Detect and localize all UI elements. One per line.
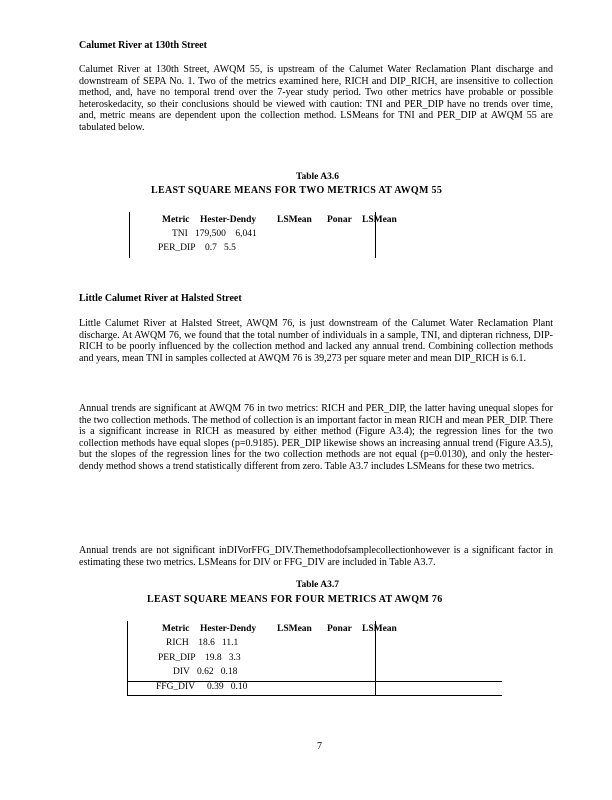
cell-ponar: 0.10 (230, 682, 248, 692)
table-title-a3-6: LEAST SQUARE MEANS FOR TWO METRICS AT AWQM 55 (151, 185, 443, 196)
paragraph-annual-trends-significant: Annual trends are significant at AWQM 76 in two metrics: RICH and PER_DIP, the latter having unequal slopes for the two collection methods. The method of collection is an important factor in mean RICH and mean PER_DIP. There is a significant increase in RICH as measured by either method (Figure A3.4); the regression lines for the two collection methods have equal slopes (p=0.9185). PER_DIP likewise shows an increasing annual trend (Figure A3.5), but the slopes of the regression lines for the two collection methods are not equal (p=0.0130), and only the hester-dendy method shows a trend statistically different from zero. Table A3.7 includes LSMeans for these two metrics. (79, 403, 553, 472)
cell-ponar: 5.5 (223, 243, 236, 253)
paragraph-little-calumet-intro: Little Calumet River at Halsted Street, AWQM 76, is just downstream of the Calumet Water Reclamation Plant discharge. At AWQM 76, we found that the total number of individuals in a sample, TNI, and dipteran richness, DIP-RICH to be poorly influenced by the collection method and lacked any annual trend. Combining collection methods and years, mean TNI in samples collected at AWQM 76 is 39,273 per square meter and mean DIP_RICH is 6.1. (79, 318, 553, 364)
cell-metric: RICH (166, 638, 189, 648)
table-row (158, 243, 236, 253)
table-bottom-border (127, 695, 502, 696)
section-heading-little-calumet-halsted: Little Calumet River at Halsted Street (79, 293, 242, 304)
col-header-lsmean: LSMean (277, 215, 312, 225)
table-row (158, 653, 241, 663)
table-border-left (129, 212, 130, 258)
cell-metric: TNI (172, 229, 188, 239)
cell-metric: PER_DIP (158, 653, 196, 663)
page-number: 7 (317, 741, 322, 752)
cell-ponar: 6,041 (235, 229, 257, 239)
table-row (156, 682, 247, 692)
cell-hester-dendy: 179,500 (194, 229, 226, 239)
cell-ponar: 0.18 (220, 667, 238, 677)
col-header-metric: Metric (162, 215, 190, 225)
cell-ponar: 11.1 (221, 638, 239, 648)
paragraph-calumet-130th: Calumet River at 130th Street, AWQM 55, is upstream of the Calumet Water Reclamation Plant discharge and downstream of SEPA No. 1. Two of the metrics examined here, RICH and DIP_RICH, are insensitive to collection method, and, have no temporal trend over the 7-year study period. Two other metrics have probable or possible heteroskedacity, so their conclusions should be viewed with caution: TNI and PER_DIP have no trends over time, and, metric means are dependent upon the collection method. LSMeans for TNI and PER_DIP at AWQM 55 are tabulated below. (79, 64, 553, 133)
cell-metric: FFG_DIV (156, 682, 196, 692)
table-title-a3-7: LEAST SQUARE MEANS FOR FOUR METRICS AT AWQM 76 (147, 594, 443, 605)
section-heading-calumet-130th: Calumet River at 130th Street (79, 40, 207, 51)
col-header-ponar: Ponar (327, 624, 352, 634)
table-caption-a3-6: Table A3.6 (296, 172, 339, 182)
cell-hester-dendy: 0.39 (206, 682, 224, 692)
table-row (166, 638, 238, 648)
cell-ponar: 3.3 (228, 653, 241, 663)
cell-hester-dendy: 0.62 (197, 667, 214, 677)
cell-metric: DIV (173, 667, 190, 677)
table-border-left (127, 621, 128, 696)
col-header-metric: Metric (162, 624, 190, 634)
col-header-hester-dendy: Hester-Dendy (200, 215, 257, 225)
cell-hester-dendy: 0.7 (204, 243, 217, 253)
table-row (173, 667, 237, 677)
col-header-lsmean: LSMean (362, 215, 397, 225)
col-header-ponar: Ponar (327, 215, 352, 225)
col-header-hester-dendy: Hester-Dendy (200, 624, 257, 634)
col-header-lsmean: LSMean (362, 624, 397, 634)
cell-hester-dendy: 18.6 (198, 638, 215, 648)
cell-hester-dendy: 19.8 (204, 653, 222, 663)
table-caption-a3-7: Table A3.7 (296, 580, 339, 590)
table-row (172, 229, 257, 239)
cell-metric: PER_DIP (158, 243, 196, 253)
col-header-lsmean: LSMean (277, 624, 312, 634)
paragraph-annual-trends-not-significant: Annual trends are not significant inDIVorFFG_DIV.Themethodofsamplecollectionhowever is a significant factor in estimating these two metrics. LSMeans for DIV or FFG_DIV are included in Table A3.7. (79, 545, 553, 568)
